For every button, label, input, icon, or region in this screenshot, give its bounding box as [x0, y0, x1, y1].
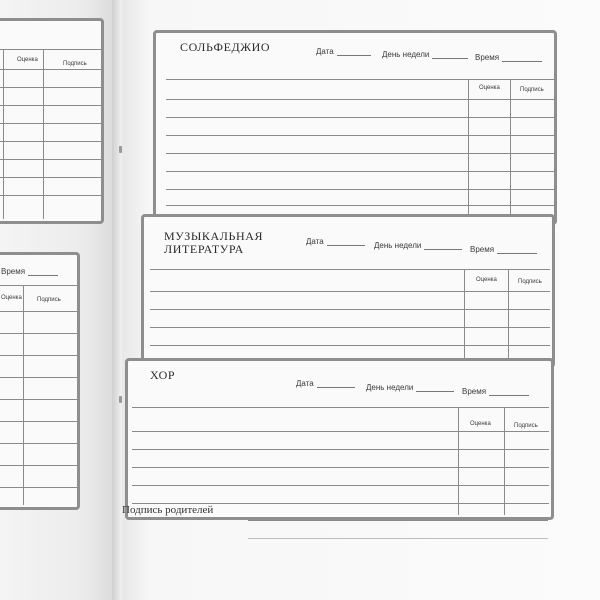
staple	[119, 146, 122, 153]
weekday-field: День недели	[374, 241, 462, 250]
left-bottom-box	[0, 252, 80, 510]
date-field: Дата	[296, 379, 355, 388]
time-field: Время	[470, 245, 537, 254]
subject-box-music-literature	[141, 214, 555, 368]
parent-signature-label: Подпись родителей	[122, 504, 214, 516]
grade-header: Оценка	[1, 295, 22, 301]
left-top-box	[0, 18, 104, 224]
time-field: Время	[1, 267, 58, 276]
grade-header: Оценка	[17, 57, 38, 63]
notebook-spine	[112, 0, 122, 600]
signature-header: Подпись	[37, 297, 61, 303]
subject-title: МУЗЫКАЛЬНАЯ	[164, 229, 264, 243]
time-field: Время	[475, 53, 542, 62]
parent-signature-line	[248, 520, 548, 521]
signature-header: Подпись	[518, 279, 542, 285]
staple	[119, 396, 122, 403]
subject-title-line-2: ЛИТЕРАТУРА	[164, 242, 244, 256]
grade-header: Оценка	[470, 421, 491, 427]
signature-header: Подпись	[514, 423, 538, 429]
subject-title: СОЛЬФЕДЖИО	[180, 40, 271, 54]
weekday-field: День недели	[382, 50, 468, 59]
weekday-field: День недели	[366, 383, 454, 392]
date-field: Дата	[306, 237, 365, 246]
grade-header: Оценка	[479, 85, 500, 91]
subject-box-choir	[125, 358, 554, 520]
left-page	[0, 0, 118, 600]
subject-title: ХОР	[150, 368, 176, 382]
time-field: Время	[462, 387, 529, 396]
signature-header: Подпись	[520, 87, 544, 93]
signature-header: Подпись	[63, 61, 87, 67]
date-field: Дата	[316, 47, 371, 56]
subject-box-solfeggio	[153, 30, 557, 225]
grade-header: Оценка	[476, 277, 497, 283]
